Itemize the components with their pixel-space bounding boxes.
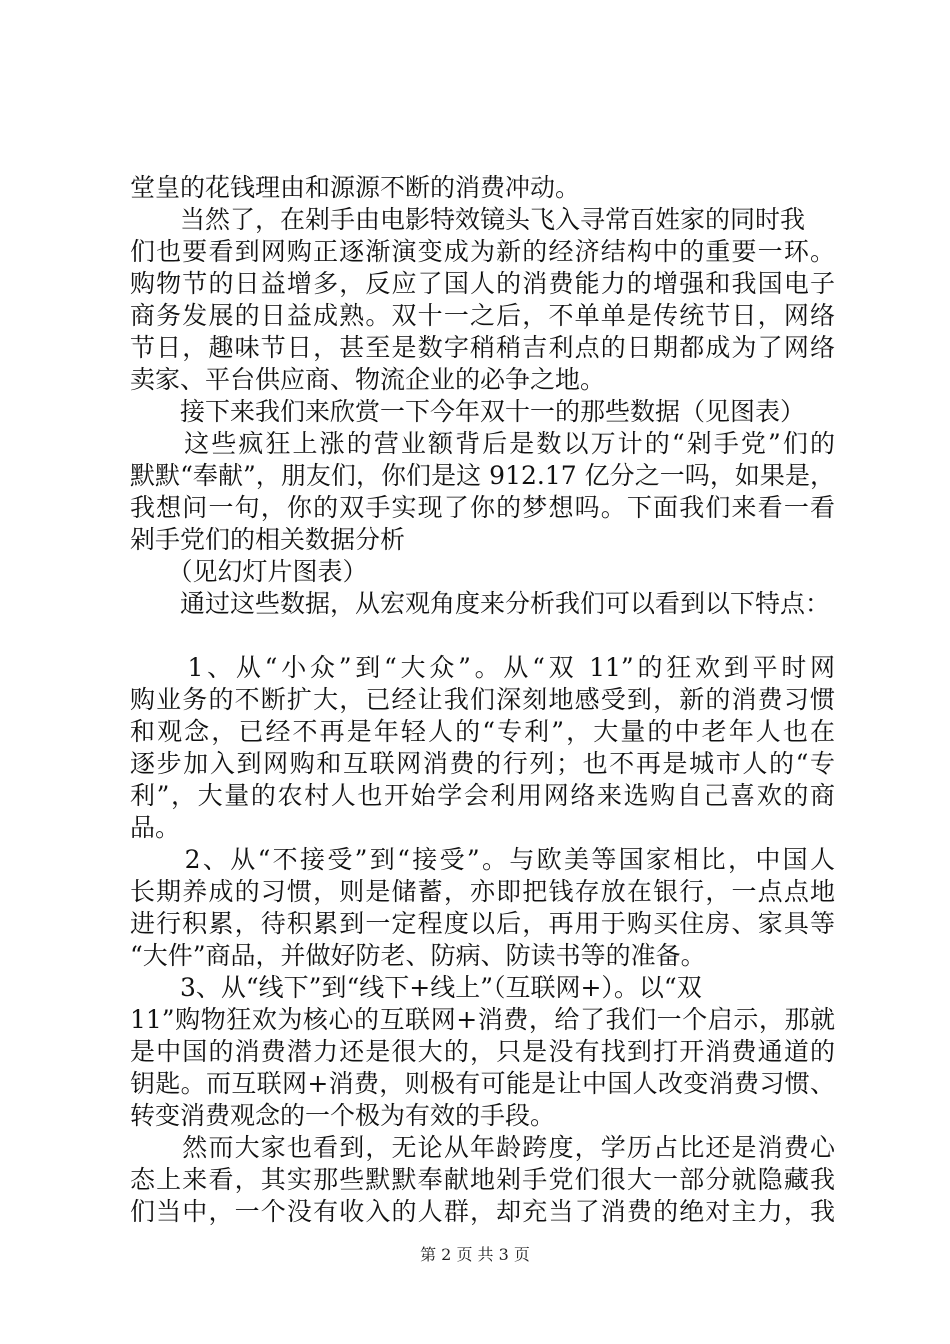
text-line: 3、从“线下”到“线下+线上”（互联网+）。以“双 <box>130 973 702 1002</box>
body-text <box>130 172 835 1228</box>
text-line: 态上来看，其实那些默默奉献地剁手党们很大一部分就隐藏我 <box>130 1165 835 1194</box>
text-line: 是中国的消费潜力还是很大的，只是没有找到打开消费通道的 <box>130 1037 835 1066</box>
text-line: 钥匙。而互联网+消费，则极有可能是让中国人改变消费习惯、 <box>130 1069 835 1098</box>
text-line: 们当中，一个没有收入的人群，却充当了消费的绝对主力，我 <box>130 1197 835 1226</box>
text-line: 们也要看到网购正逐渐演变成为新的经济结构中的重要一环。 <box>130 237 835 266</box>
text-line: 转变消费观念的一个极为有效的手段。 <box>130 1101 556 1130</box>
text-line: 我想问一句，你的双手实现了你的梦想吗。下面我们来看一看 <box>130 493 835 522</box>
text-line: 品。 <box>130 813 181 842</box>
text-line: “大件”商品，并做好防老、防病、防读书等的准备。 <box>130 941 706 970</box>
text-line: 节日，趣味节日，甚至是数字稍稍吉利点的日期都成为了网络 <box>130 333 835 362</box>
text-line: 2、从“不接受”到“接受”。与欧美等国家相比，中国人 <box>130 845 835 874</box>
text-line: 卖家、平台供应商、物流企业的必争之地。 <box>130 365 606 394</box>
text-line: 利”，大量的农村人也开始学会利用网络来选购自己喜欢的商 <box>130 781 835 810</box>
page-footer: 第 2 页 共 3 页 <box>420 1245 530 1264</box>
text-line: （见幻灯片图表） <box>130 557 368 586</box>
text-line: 购业务的不断扩大，已经让我们深刻地感受到，新的消费习惯 <box>130 685 835 714</box>
text-line: 进行积累，待积累到一定程度以后，再用于购买住房、家具等 <box>130 909 835 938</box>
text-line: 当然了，在剁手由电影特效镜头飞入寻常百姓家的同时我 <box>130 205 806 234</box>
text-line: 购物节的日益增多，反应了国人的消费能力的增强和我国电子 <box>130 269 835 298</box>
text-line: 长期养成的习惯，则是储蓄，亦即把钱存放在银行，一点点地 <box>130 877 835 906</box>
text-line: 逐步加入到网购和互联网消费的行列；也不再是城市人的“专 <box>130 749 835 778</box>
text-line: 这些疯狂上涨的营业额背后是数以万计的“剁手党”们的 <box>130 429 835 458</box>
text-line: 1、从“小众”到“大众”。从“双 11”的狂欢到平时网 <box>130 653 835 682</box>
text-line: 接下来我们来欣赏一下今年双十一的那些数据（见图表） <box>130 397 806 426</box>
text-line: 商务发展的日益成熟。双十一之后，不单单是传统节日，网络 <box>130 301 835 330</box>
text-line: 11”购物狂欢为核心的互联网+消费，给了我们一个启示，那就 <box>130 1005 835 1034</box>
text-line <box>130 620 835 652</box>
text-line: 通过这些数据，从宏观角度来分析我们可以看到以下特点： <box>130 589 831 618</box>
text-line: 剁手党们的相关数据分析 <box>130 525 406 554</box>
text-line: 默默“奉献”，朋友们，你们是这 912.17 亿分之一吗，如果是， <box>130 461 835 490</box>
text-line: 然而大家也看到，无论从年龄跨度，学历占比还是消费心 <box>130 1133 835 1162</box>
text-line: 和观念，已经不再是年轻人的“专利”，大量的中老年人也在 <box>130 717 835 746</box>
text-line: 堂皇的花钱理由和源源不断的消费冲动。 <box>130 173 581 202</box>
